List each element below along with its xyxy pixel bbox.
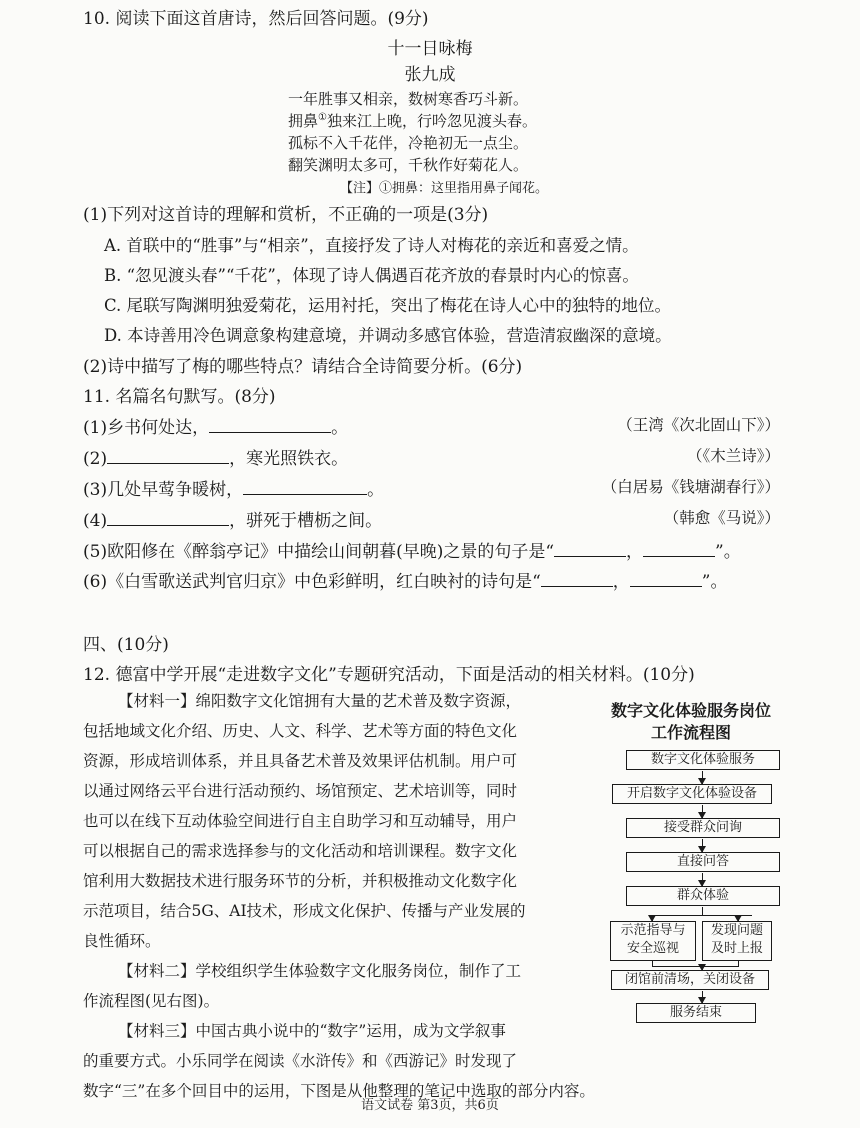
q11-item-2: (2) ，寒光照铁衣。 — [83, 449, 349, 469]
q11-item-5: (5)欧阳修在《醉翁亭记》中描绘山间朝暮(早晚)之景的句子是“ ， ”。 — [83, 542, 741, 562]
poem-line-2: 拥鼻①独来江上晚，行吟忽见渡头春。 — [288, 112, 537, 130]
poem-line-3: 孤标不入千花伴，冷艳初无一点尘。 — [288, 134, 529, 152]
flow-branch-right: 发现问题 及时上报 — [702, 921, 772, 961]
flow-step-2: 开启数字文化体验设备 — [612, 784, 772, 804]
material-line: 数字“三”在多个回目中的运用，下图是从他整理的笔记中选取的部分内容。 — [83, 1082, 595, 1100]
answer-blank[interactable] — [107, 524, 229, 526]
note-mark: ① — [318, 112, 327, 123]
material-line: 作流程图(见右图)。 — [83, 992, 220, 1010]
option-c: C. 尾联写陶渊明独爱菊花，运用衬托，突出了梅花在诗人心中的独特的地位。 — [104, 296, 672, 315]
q11-source-2: （《木兰诗》） — [686, 447, 780, 465]
poem-line-4: 翻笑渊明太多可，千秋作好菊花人。 — [288, 156, 529, 174]
flow-step-1: 数字文化体验服务 — [626, 750, 780, 770]
q10-stem: 10. 阅读下面这首唐诗，然后回答问题。(9分) — [83, 9, 429, 29]
material-line: 【材料三】中国古典小说中的“数字”运用，成为文学叙事 — [118, 1022, 506, 1040]
poem-line-1: 一年胜事又相亲，数树寒香巧斗新。 — [288, 90, 529, 108]
q11-item-3: (3)几处早莺争暖树， 。 — [83, 480, 385, 500]
material-line: 【材料一】绵阳数字文化馆拥有大量的艺术普及数字资源， — [118, 692, 522, 710]
material-line: 【材料二】学校组织学生体验数字文化服务岗位，制作了工 — [118, 962, 522, 980]
q11-item-4: (4) ，骈死于槽枥之间。 — [83, 511, 383, 531]
material-line: 的重要方式。小乐同学在阅读《水浒传》和《西游记》时发现了 — [83, 1052, 518, 1070]
flow-connector — [702, 907, 703, 915]
material-line: 包括地域文化介绍、历史、人文、科学、艺术等方面的特色文化 — [83, 722, 518, 740]
flow-arrow — [702, 873, 703, 886]
option-b: B. “忽见渡头春”“千花”，体现了诗人偶遇百花齐放的春景时内心的惊喜。 — [104, 266, 639, 285]
answer-blank[interactable] — [554, 555, 626, 557]
material-line: 良性循环。 — [83, 932, 161, 950]
poem-title: 十一日咏梅 — [387, 39, 473, 59]
answer-blank[interactable] — [643, 555, 715, 557]
answer-blank[interactable] — [630, 585, 702, 587]
flow-step-3: 接受群众问询 — [626, 818, 780, 838]
answer-blank[interactable] — [243, 493, 367, 495]
q11-source-1: （王湾《次北固山下》） — [617, 416, 780, 434]
flow-arrow — [702, 839, 703, 852]
flowchart-title-1: 数字文化体验服务岗位 — [610, 701, 771, 720]
q10-sub1: (1)下列对这首诗的理解和赏析，不正确的一项是(3分) — [83, 205, 489, 225]
q10-sub2: (2)诗中描写了梅的哪些特点？请结合全诗简要分析。(6分) — [83, 357, 523, 377]
q12-stem: 12. 德富中学开展“走进数字文化”专题研究活动，下面是活动的相关材料。(10分) — [83, 665, 695, 685]
page-footer: 语文试卷 第3页，共6页 — [361, 1098, 499, 1113]
flow-step-4: 直接问答 — [626, 852, 780, 872]
q11-source-4: （韩愈《马说》） — [663, 509, 780, 527]
poem-author: 张九成 — [404, 65, 456, 85]
material-line: 可以根据自己的需求选择参与的文化活动和培训课程。数字文化 — [83, 842, 518, 860]
flow-step-close: 闭馆前清场，关闭设备 — [611, 970, 769, 990]
flow-step-end: 服务结束 — [636, 1003, 756, 1023]
poem-note: 【注】①拥鼻：这里指用鼻子闻花。 — [340, 181, 549, 196]
option-a: A. 首联中的“胜事”与“相亲”，直接抒发了诗人对梅花的亲近和喜爱之情。 — [104, 236, 639, 255]
flow-arrow — [702, 991, 703, 1003]
answer-blank[interactable] — [107, 462, 229, 464]
q11-item-1: (1)乡书何处达， 。 — [83, 418, 349, 438]
answer-blank[interactable] — [541, 585, 613, 587]
flow-branch-left: 示范指导与 安全巡视 — [610, 921, 696, 961]
material-line: 资源，形成培训体系，并且具备艺术普及效果评估机制。用户可 — [83, 752, 518, 770]
flow-arrow — [702, 805, 703, 818]
q11-item-6: (6)《白雪歌送武判官归京》中色彩鲜明，红白映衬的诗句是“ ， ”。 — [83, 572, 728, 592]
material-line: 也可以在线下互动体验空间进行自主自助学习和互动辅导，用户 — [83, 812, 518, 830]
q11-stem: 11. 名篇名句默写。(8分) — [83, 387, 276, 407]
material-line: 馆利用大数据技术进行服务环节的分析，并积极推动文化数字化 — [83, 872, 518, 890]
answer-blank[interactable] — [209, 431, 331, 433]
section-heading: 四、(10分) — [83, 635, 169, 655]
flow-connector — [652, 966, 739, 967]
material-line: 以通过网络云平台进行活动预约、场馆预定、艺术培训等，同时 — [83, 782, 518, 800]
flowchart-title-2: 工作流程图 — [650, 723, 731, 742]
option-d: D. 本诗善用冷色调意象构建意境，并调动多感官体验，营造清寂幽深的意境。 — [104, 326, 672, 345]
flow-step-5: 群众体验 — [626, 886, 780, 906]
flow-arrow — [702, 771, 703, 784]
q11-source-3: （白居易《钱塘湖春行》） — [601, 478, 780, 496]
material-line: 示范项目，结合5G、AI技术，形成文化保护、传播与产业发展的 — [83, 902, 526, 920]
